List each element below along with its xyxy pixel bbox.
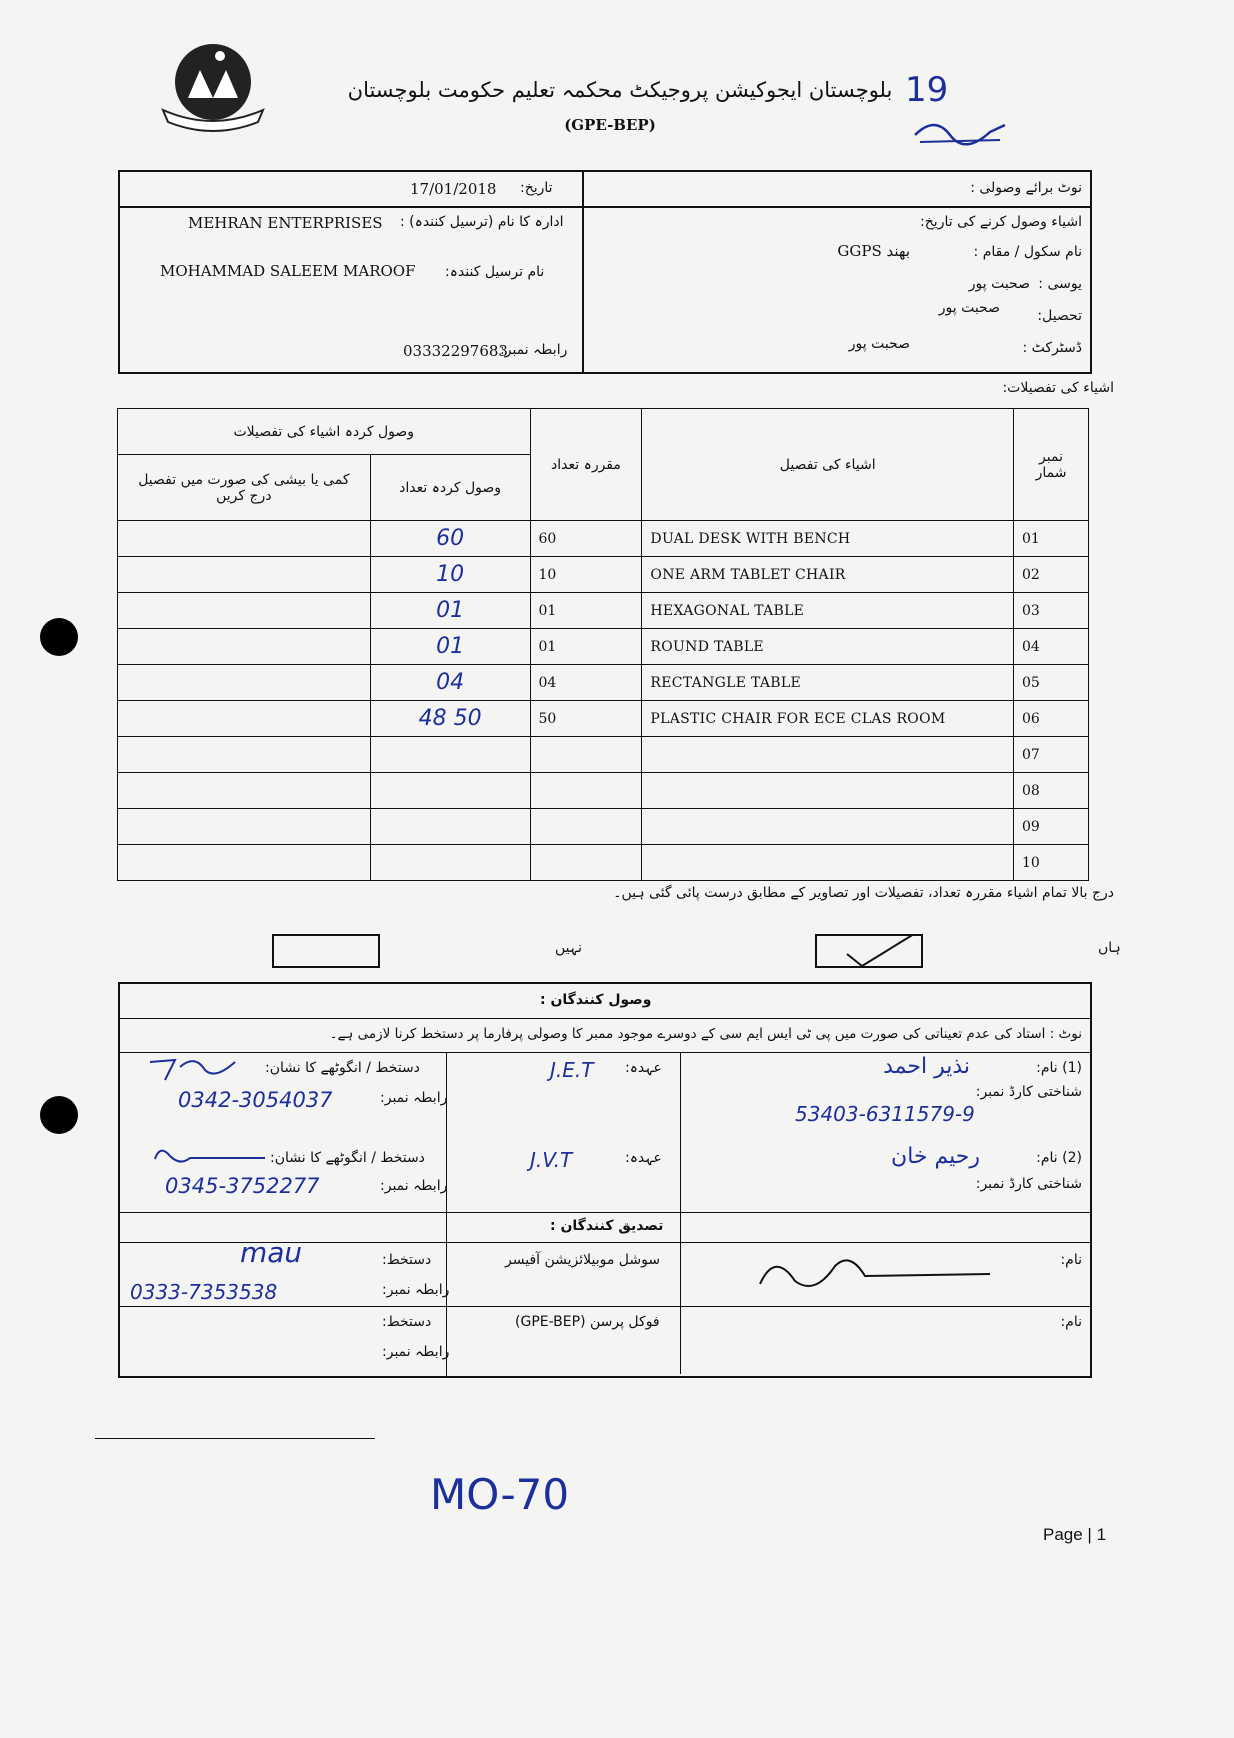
- v2-contact-label: رابطہ نمبر:: [382, 1344, 450, 1360]
- receivers-box: [118, 982, 1092, 1378]
- yes-checkbox[interactable]: [815, 934, 923, 968]
- received-qty-header: وصول کردہ تعداد: [370, 455, 530, 521]
- item-name-cell: ONE ARM TABLET CHAIR: [642, 557, 1014, 593]
- p1-cnic-value: 53403-6311579-9: [795, 1102, 975, 1126]
- date-label: تاریخ:: [520, 180, 553, 196]
- contact-value: 03332297683: [403, 342, 508, 360]
- page-number: Page | 1: [1043, 1525, 1107, 1544]
- serial-cell: 09: [1014, 809, 1089, 845]
- p2-post-label: عہدہ:: [625, 1150, 662, 1166]
- no-checkbox[interactable]: [272, 934, 380, 968]
- shortfall-cell: [118, 593, 371, 629]
- p1-sign-label: دستخط / انگوٹھے کا نشان:: [265, 1060, 420, 1076]
- no-label: نہیں: [555, 940, 582, 956]
- verifiers-title: تصدیق کنندگان :: [550, 1218, 664, 1234]
- item-name-cell: HEXAGONAL TABLE: [642, 593, 1014, 629]
- p2-signature: [150, 1144, 270, 1170]
- item-name-cell: RECTANGLE TABLE: [642, 665, 1014, 701]
- sender-label: نام ترسیل کنندہ:: [445, 264, 545, 280]
- received-qty-cell: 48 50: [370, 701, 530, 737]
- fixed-qty-cell: 01: [530, 593, 642, 629]
- received-qty-cell: 10: [370, 557, 530, 593]
- fixed-qty-cell: 60: [530, 521, 642, 557]
- table-row: [118, 665, 1089, 701]
- v1-sign-label: دستخط:: [382, 1252, 432, 1268]
- signature-scribble: [910, 110, 1010, 150]
- shortfall-cell: [118, 845, 371, 881]
- items-table: [117, 408, 1089, 881]
- district-value: صحبت پور: [848, 336, 910, 352]
- receivers-title: وصول کنندگان :: [540, 992, 652, 1008]
- date-value: 17/01/2018: [410, 180, 497, 198]
- serial-cell: 05: [1014, 665, 1089, 701]
- item-name-cell: ROUND TABLE: [642, 629, 1014, 665]
- received-qty-cell: [370, 737, 530, 773]
- p2-sign-label: دستخط / انگوٹھے کا نشان:: [270, 1150, 425, 1166]
- received-qty-cell: 60: [370, 521, 530, 557]
- v2-sign-label: دستخط:: [382, 1314, 432, 1330]
- shortfall-cell: [118, 665, 371, 701]
- p1-name-value: نذیر احمد: [883, 1054, 970, 1079]
- table-row: [118, 773, 1089, 809]
- handwritten-reference: 19: [905, 70, 949, 110]
- uc-label: یوسی :: [1038, 276, 1082, 292]
- shortfall-cell: [118, 737, 371, 773]
- table-row: [118, 737, 1089, 773]
- p1-post-value: J.E.T: [550, 1058, 594, 1082]
- received-group-header: وصول کردہ اشیاء کی تفصیلات: [118, 409, 531, 455]
- confirmation-text: درج بالا تمام اشیاء مقررہ تعداد، تفصیلات اور تصاویر کے مطابق درست پائی گئی ہیں۔: [613, 885, 1114, 901]
- org-value: MEHRAN ENTERPRISES: [188, 214, 383, 232]
- handwritten-code: MO-70: [430, 1470, 570, 1519]
- item-name-cell: PLASTIC CHAIR FOR ECE CLAS ROOM: [642, 701, 1014, 737]
- shortfall-cell: [118, 557, 371, 593]
- p2-cnic-label: شناختی کارڈ نمبر:: [975, 1176, 1082, 1192]
- p2-name-label: (2) نام:: [1036, 1150, 1082, 1166]
- contact-label: رابطہ نمبر:: [500, 342, 568, 358]
- serial-cell: 06: [1014, 701, 1089, 737]
- punch-hole: [40, 618, 78, 656]
- department-logo: [158, 40, 268, 135]
- yes-label: ہاں: [1098, 940, 1121, 956]
- p2-contact-value: 0345-3752277: [165, 1174, 320, 1198]
- shortfall-cell: [118, 629, 371, 665]
- table-row: [118, 629, 1089, 665]
- note-receipt-label: نوٹ برائے وصولی :: [970, 180, 1082, 196]
- v2-role: فوکل پرسن (GPE-BEP): [515, 1314, 660, 1330]
- serial-cell: 10: [1014, 845, 1089, 881]
- table-row: [118, 593, 1089, 629]
- shortfall-cell: [118, 521, 371, 557]
- tehsil-value: صحبت پور: [938, 300, 1000, 316]
- p2-name-value: رحیم خان: [891, 1144, 980, 1169]
- table-row: [118, 845, 1089, 881]
- fixed-qty-header: مقررہ تعداد: [530, 409, 642, 521]
- serial-cell: 03: [1014, 593, 1089, 629]
- received-qty-cell: [370, 809, 530, 845]
- p1-signature: [145, 1052, 245, 1084]
- shortfall-cell: [118, 773, 371, 809]
- p2-post-value: J.V.T: [530, 1148, 573, 1172]
- punch-hole: [40, 1096, 78, 1134]
- school-value: GGPS بھند: [837, 242, 910, 260]
- sender-value: MOHAMMAD SALEEM MAROOF: [160, 262, 416, 280]
- receive-date-label: اشیاء وصول کرنے کی تاریخ:: [920, 214, 1082, 230]
- serial-cell: 01: [1014, 521, 1089, 557]
- serial-cell: 07: [1014, 737, 1089, 773]
- v1-role: سوشل موبیلائزیشن آفیسر: [505, 1252, 661, 1268]
- document-subtitle: (GPE-BEP): [564, 116, 656, 134]
- table-row: [118, 557, 1089, 593]
- items-section-label: اشیاء کی تفصیلات:: [1002, 380, 1114, 396]
- shortfall-cell: [118, 809, 371, 845]
- table-row: [118, 701, 1089, 737]
- org-label: ادارہ کا نام (ترسیل کنندہ) :: [400, 214, 564, 230]
- table-row: [118, 521, 1089, 557]
- v2-name-label: نام:: [1060, 1314, 1082, 1330]
- v1-contact-value: 0333-7353538: [130, 1280, 278, 1304]
- delivery-info-box: [118, 170, 1092, 374]
- district-label: ڈسٹرکٹ :: [1022, 340, 1082, 356]
- item-name-cell: [642, 737, 1014, 773]
- school-label: نام سکول / مقام :: [973, 244, 1082, 260]
- item-name-cell: [642, 809, 1014, 845]
- p1-name-label: (1) نام:: [1036, 1060, 1082, 1076]
- tehsil-label: تحصیل:: [1037, 308, 1082, 324]
- shortfall-header: کمی یا بیشی کی صورت میں تفصیل درج کریں: [118, 455, 371, 521]
- fixed-qty-cell: [530, 845, 642, 881]
- fixed-qty-cell: 50: [530, 701, 642, 737]
- fixed-qty-cell: [530, 809, 642, 845]
- received-qty-cell: 01: [370, 629, 530, 665]
- table-row: [118, 809, 1089, 845]
- fixed-qty-cell: [530, 737, 642, 773]
- v1-sign-value: mau: [240, 1236, 303, 1269]
- fixed-qty-cell: 04: [530, 665, 642, 701]
- serial-cell: 02: [1014, 557, 1089, 593]
- received-qty-cell: 01: [370, 593, 530, 629]
- fixed-qty-cell: 10: [530, 557, 642, 593]
- p1-contact-label: رابطہ نمبر:: [380, 1090, 448, 1106]
- serial-cell: 08: [1014, 773, 1089, 809]
- received-qty-cell: [370, 773, 530, 809]
- item-name-cell: [642, 773, 1014, 809]
- v1-name-label: نام:: [1060, 1252, 1082, 1268]
- v1-signature: [755, 1246, 995, 1296]
- p2-contact-label: رابطہ نمبر:: [380, 1178, 448, 1194]
- document-title: بلوچستان ایجوکیشن پروجیکٹ محکمہ تعلیم حکومت بلوچستان: [347, 78, 893, 102]
- p1-cnic-label: شناختی کارڈ نمبر:: [975, 1084, 1082, 1100]
- fixed-qty-cell: 01: [530, 629, 642, 665]
- uc-value: صحبت پور: [968, 276, 1030, 292]
- p1-contact-value: 0342-3054037: [178, 1088, 333, 1112]
- item-name-cell: DUAL DESK WITH BENCH: [642, 521, 1014, 557]
- received-qty-cell: 04: [370, 665, 530, 701]
- received-qty-cell: [370, 845, 530, 881]
- item-name-cell: [642, 845, 1014, 881]
- receivers-note: نوٹ : استاد کی عدم تعیناتی کی صورت میں پی ٹی ایس ایم سی کے دوسرے موجود ممبر کا وصولی پرفارما پر دستخط کرنا لازمی ہے۔: [329, 1026, 1082, 1042]
- details-header: اشیاء کی تفصیل: [642, 409, 1014, 521]
- check-mark-icon: [817, 936, 921, 966]
- fixed-qty-cell: [530, 773, 642, 809]
- shortfall-cell: [118, 701, 371, 737]
- p1-post-label: عہدہ:: [625, 1060, 662, 1076]
- serial-cell: 04: [1014, 629, 1089, 665]
- serial-header: نمبر شمار: [1014, 409, 1089, 521]
- v1-contact-label: رابطہ نمبر:: [382, 1282, 450, 1298]
